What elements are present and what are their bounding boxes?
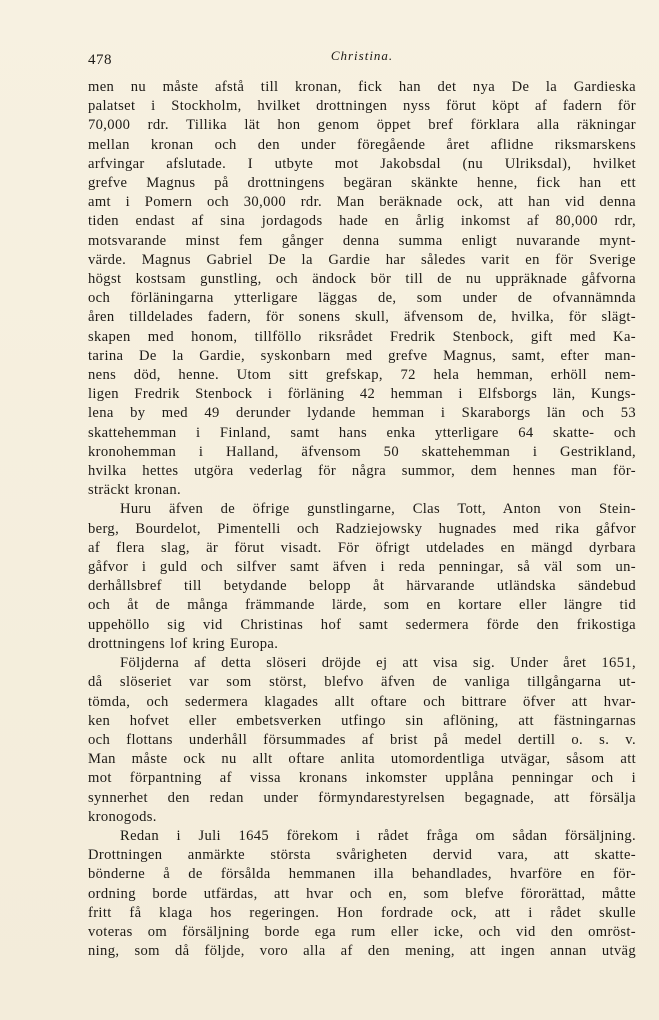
text-line: gåfvor i guld och silfver samt äfven i reda penningar, så väl som un-	[88, 559, 636, 576]
text-line: lena by med 49 derunder lydande hemman i Skaraborgs län och 53	[88, 405, 636, 422]
text-line: sträckt kronan.	[88, 482, 181, 499]
text-line: tömda, och sedermera klagades allt oftare och bittrare öfver att hvar-	[88, 693, 636, 710]
body-text	[88, 78, 636, 961]
text-line: skattehemman i Finland, samt hans enka ytterligare 64 skatte- och	[88, 424, 636, 441]
text-line: af flera slag, är förut visadt. För öfrigt utdelades en mängd dyrbara	[88, 539, 636, 556]
text-line: 70,000 rdr. Tillika lät hon genom öppet bref förklara alla räkningar	[88, 117, 636, 134]
text-line: bönderne å de försålda hemmanen illa behandlades, hvarföre en för-	[88, 866, 636, 883]
text-line: kronogods.	[88, 808, 157, 825]
text-line: Huru äfven de öfrige gunstlingarne, Clas Tott, Anton von Stein-	[120, 501, 636, 518]
text-line: voteras om försäljning borde ega rum eller icke, och vid den omröst-	[88, 923, 636, 940]
text-line: motsvarande minst fem gånger denna summa enligt nuvarande mynt-	[88, 232, 636, 249]
text-line: Man måste ock nu allt oftare anlita utomordentliga utvägar, såsom att	[88, 751, 636, 768]
text-line: hvilka hettes utgöra vederlag för några summor, dem hennes man för-	[88, 463, 636, 480]
text-line: palatset i Stockholm, hvilket drottningen nyss förut köpt af fadern för	[88, 98, 636, 115]
text-line: mellan kronan och den under föregående året aflidne riksmarskens	[88, 136, 636, 153]
text-line: synnerhet den redan under förmyndarestyrelsen begagnade, att försälja	[88, 789, 636, 806]
text-line: men nu måste afstå till kronan, fick han det nya De la Gardieska	[88, 79, 636, 95]
text-line: drottningens lof kring Europa.	[88, 635, 279, 652]
text-line: ning, som då följde, voro alla af den mening, att ingen annan utväg	[88, 943, 636, 960]
text-line: kronohemman i Halland, äfvensom 50 skattehemman i Gestrikland,	[88, 443, 636, 460]
text-line: nens död, henne. Utom sitt grefskap, 72 hela hemman, erhöll nem-	[88, 367, 636, 384]
text-line: grefve Magnus på drottningens begäran skänkte henne, fick han ett	[88, 175, 636, 192]
text-line: Redan i Juli 1645 förekom i rådet fråga om sådan försäljning.	[120, 827, 636, 844]
text-line: derhållsbref till betydande belopp åt härvarande utländska sändebud	[88, 578, 636, 595]
text-line: Följderna af detta slöseri dröjde ej att visa sig. Under året 1651,	[120, 655, 636, 672]
text-line: högst kostsam gunstling, och ändock bör till de nu uppräknade gåfvorna	[88, 271, 636, 288]
text-line: och flottans underhåll försummades af brist på medel dertill o. s. v.	[88, 731, 636, 748]
text-line: arfvingar afslutade. I utbyte mot Jakobsdal (nu Ulriksdal), hvilket	[88, 155, 636, 172]
text-line: uppehöllo sig vid Christinas hof samt sedermera förde den frikostiga	[88, 616, 636, 633]
text-line: amt i Pomern och 30,000 rdr. Man beräknade ock, att han vid denna	[88, 194, 636, 211]
text-line: ken hofvet eller embetsverken utfingo sin aflöning, att fästningarnas	[88, 712, 636, 729]
text-line: fritt få klaga hos regeringen. Hon fordrade ock, att i rådet skulle	[88, 904, 636, 921]
text-line: tiden endast af sina jordagods hade en årlig inkomst af 80,000 rdr,	[88, 213, 636, 230]
text-line: åren tilldelades fadern, för sonens skull, äfvensom de, hvilka, för slägt-	[88, 309, 636, 326]
page-header	[88, 48, 636, 78]
page-number: 478	[88, 52, 112, 68]
text-line: Drottningen anmärkte största svårigheten dervid vara, att skatte-	[88, 847, 636, 864]
text-line: och förläningarna ytterligare läggas de, som under de ofvannämnda	[88, 290, 636, 307]
running-head: Christina.	[330, 48, 394, 63]
text-line: ligen Fredrik Stenbock i förläning 42 hemman i Elfsborgs län, Kungs-	[88, 386, 636, 403]
text-line: tarina De la Gardie, syskonbarn med grefve Magnus, samt, efter man-	[88, 347, 636, 364]
text-line: ordning borde utfärdas, att hvar och en, som blefve förorättad, måtte	[88, 885, 636, 902]
text-line: då slöseriet var som störst, blefvo äfven de vanliga tillgångarna ut-	[88, 674, 636, 691]
text-line: mot förpantning af vissa kronans inkomster upplåna penningar och i	[88, 770, 636, 787]
text-line: och åt de många främmande lärde, som en kortare eller längre tid	[88, 597, 636, 614]
text-line: berg, Bourdelot, Pimentelli och Radziejowsky hugnades med rika gåfvor	[88, 520, 636, 537]
text-line: skapen med honom, tillföllo riksrådet Fredrik Stenbock, gift med Ka-	[88, 328, 636, 345]
text-line: värde. Magnus Gabriel De la Gardie har således varit en för Sverige	[88, 251, 636, 268]
